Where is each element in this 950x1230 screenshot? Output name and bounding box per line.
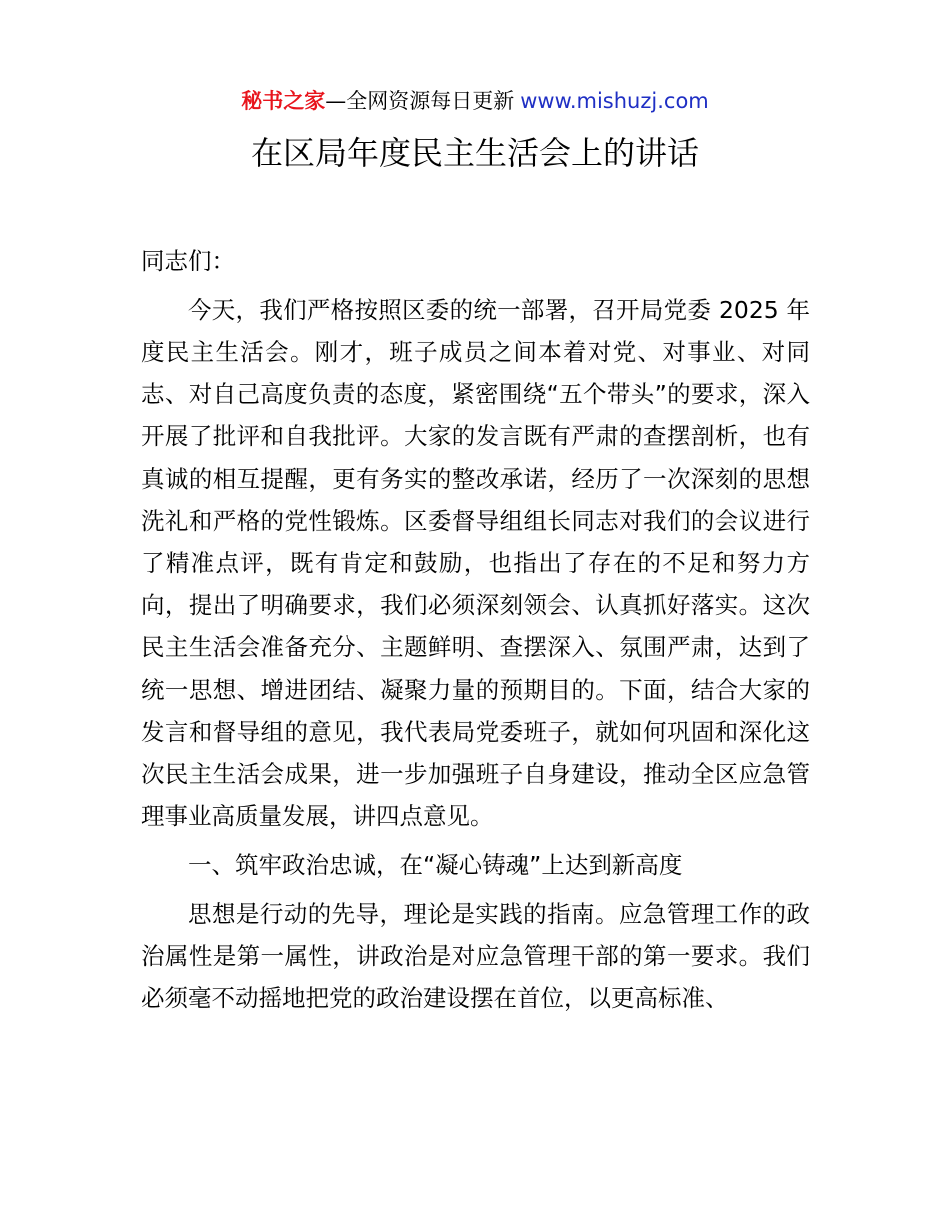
document-title: 在区局年度民主生活会上的讲话 bbox=[250, 134, 699, 172]
header-tagline: —全网资源每日更新 bbox=[325, 89, 515, 113]
site-header bbox=[0, 86, 950, 116]
body-paragraph: 今天，我们严格按照区委的统一部署，召开局党委 2025 年度民主生活会。刚才，班子成员之间本着对党、对事业、对同志、对自己高度负责的态度，紧密围绕“五个带头”的要求，深入开展了批评和自我批评。大家的发言既有严肃的查摆剖析，也有真诚的相互提醒，更有务实的整改承诺，经历了一次深刻的思想洗礼和严格的党性锻炼。区委督导组组长同志对我们的会议进行了精准点评，既有肯定和鼓励，也指出了存在的不足和努力方向，提出了明确要求，我们必须深刻领会、认真抓好落实。这次民主生活会准备充分、主题鲜明、查摆深入、氛围严肃，达到了统一思想、增进团结、凝聚力量的预期目的。下面，结合大家的发言和督导组的意见，我代表局党委班子，就如何巩固和深化这次民主生活会成果，进一步加强班子自身建设，推动全区应急管理事业高质量发展，讲四点意见。 bbox=[141, 295, 810, 831]
site-url-link[interactable]: www.mishuzj.com bbox=[520, 89, 709, 113]
brand-name: 秘书之家 bbox=[241, 89, 326, 113]
section-paragraph: 思想是行动的先导，理论是实践的指南。应急管理工作的政治属性是第一属性，讲政治是对应急管理干部的第一要求。我们必须毫不动摇地把党的政治建设摆在首位，以更高标准、 bbox=[141, 899, 810, 1013]
section-heading: 一、筑牢政治忠诚，在“凝心铸魂”上达到新高度 bbox=[188, 851, 683, 880]
document-body bbox=[141, 240, 810, 1026]
salutation: 同志们： bbox=[141, 247, 235, 275]
